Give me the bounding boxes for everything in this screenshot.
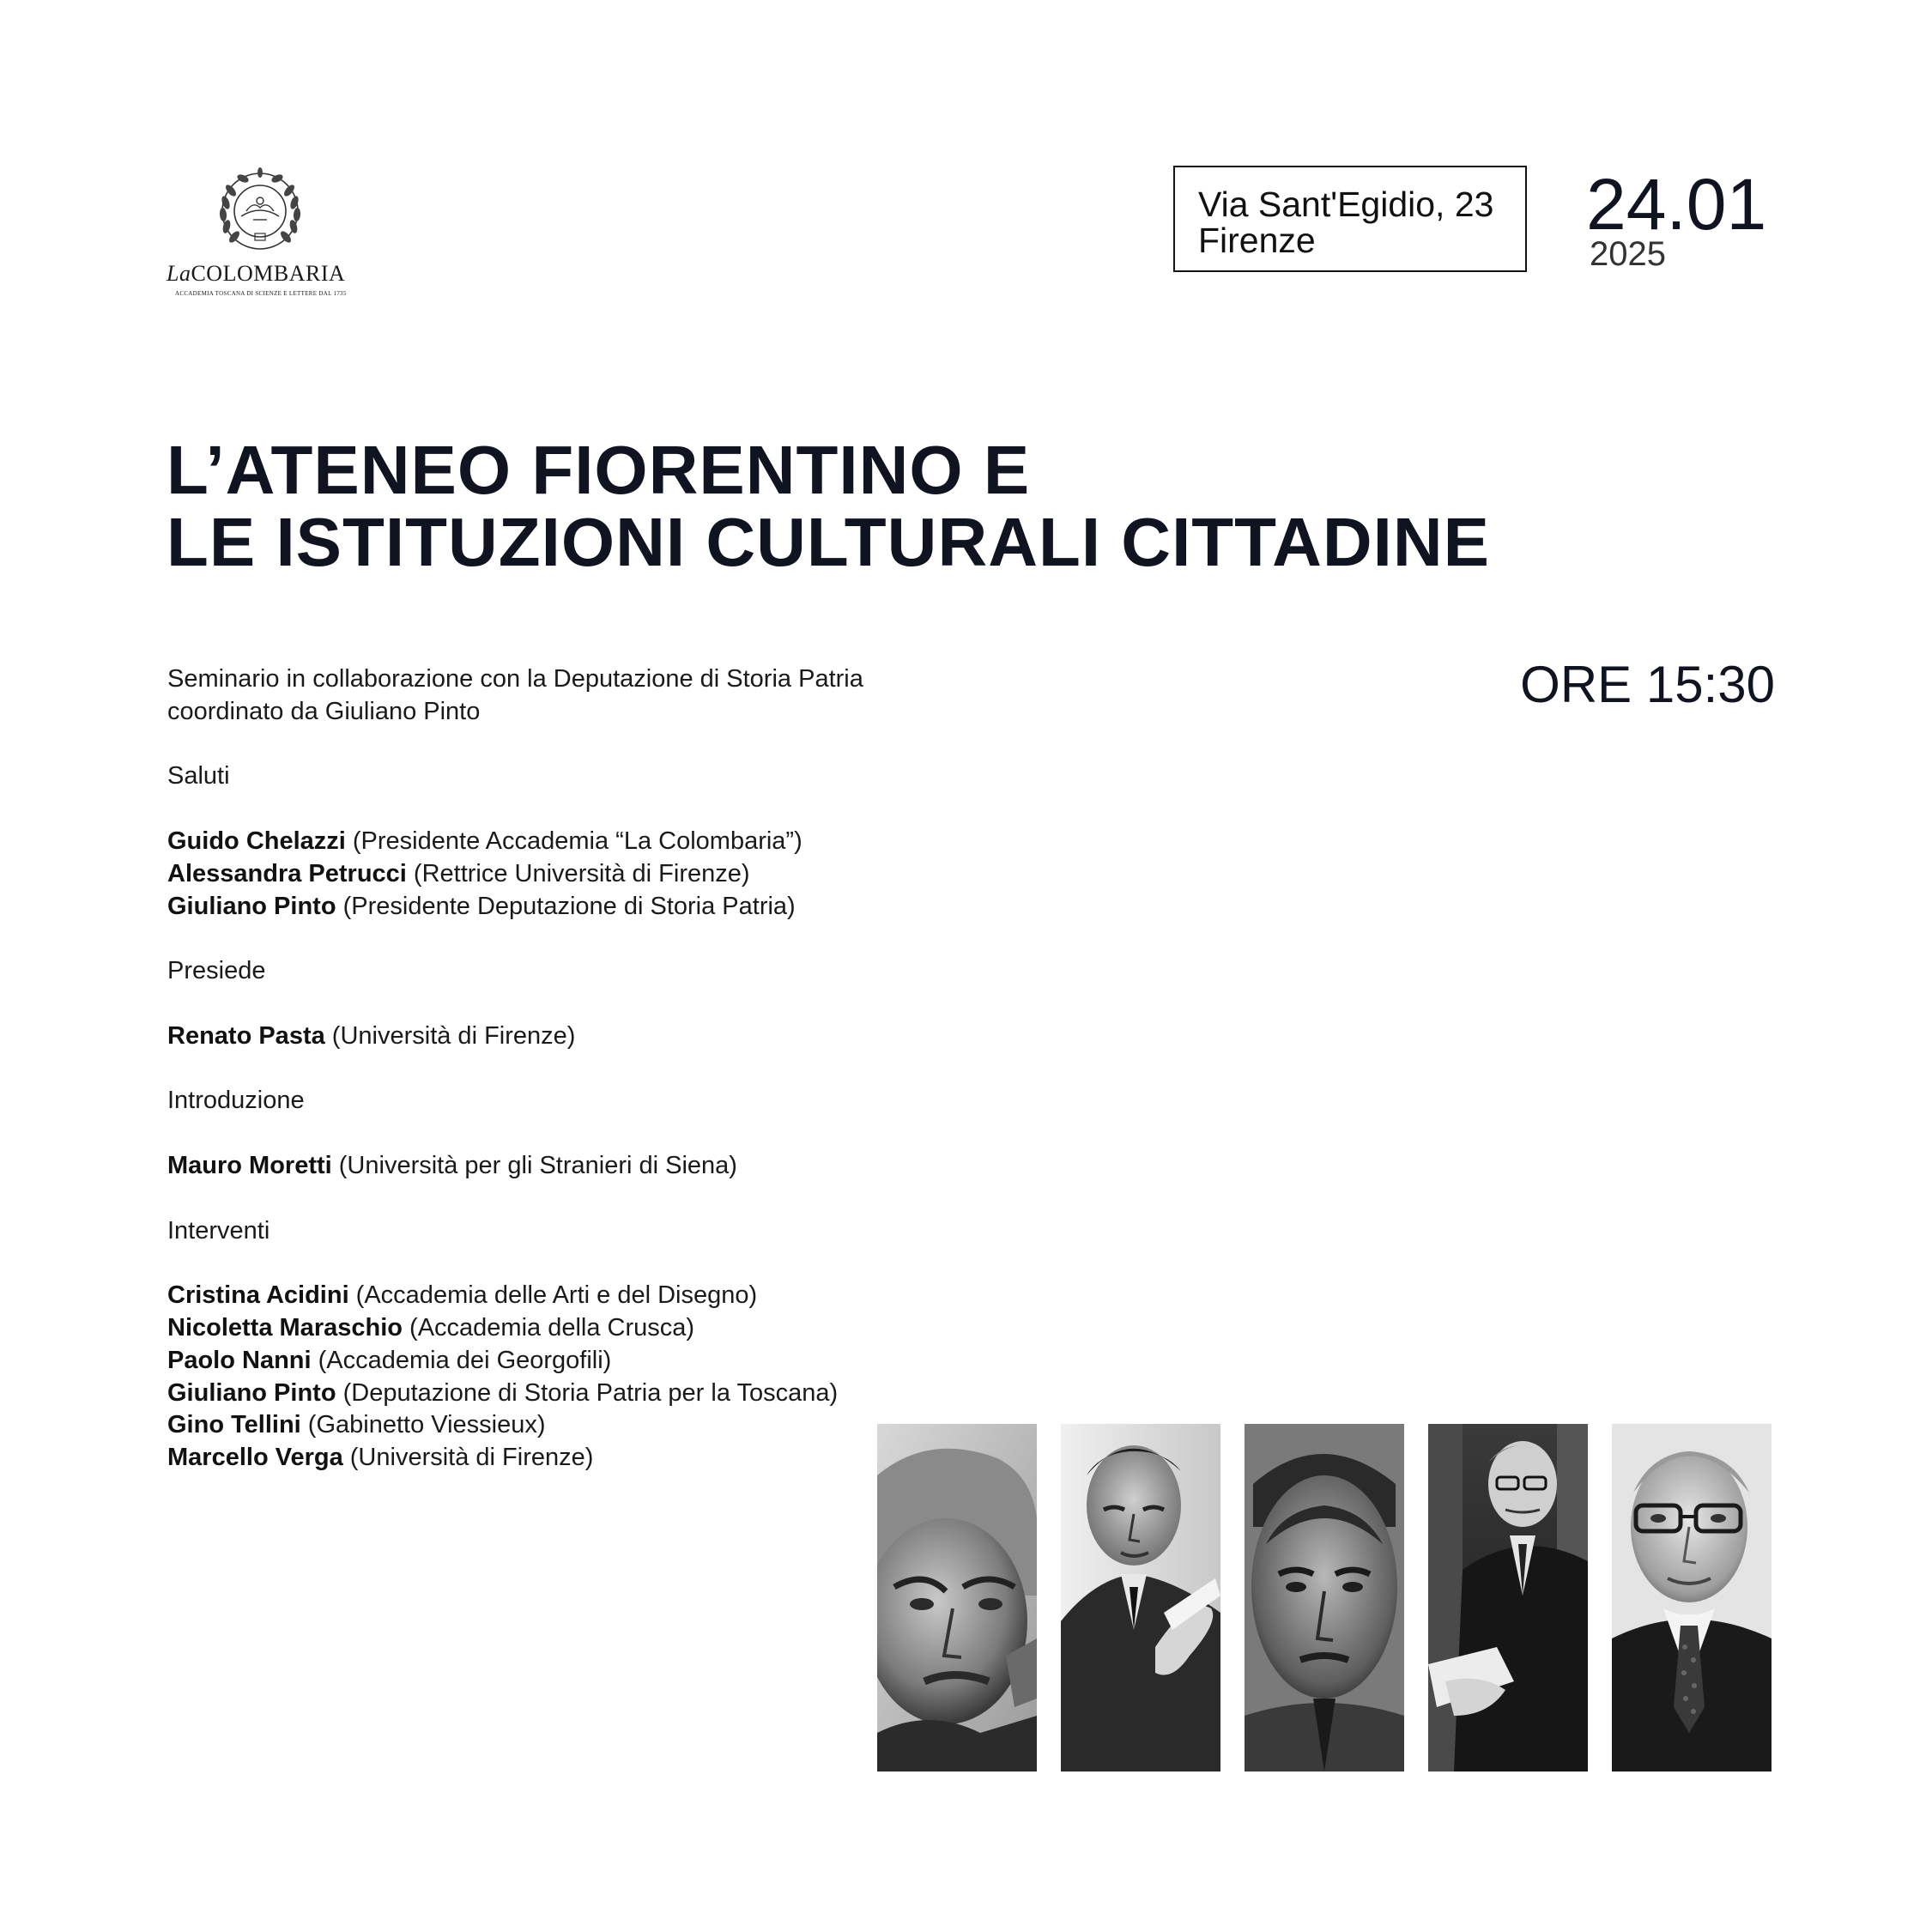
speaker-entry (167, 1345, 1026, 1378)
speaker-entry (167, 1312, 1026, 1345)
speaker-entry (167, 1280, 1026, 1312)
speaker-role: (Accademia delle Arti e del Disegno) (348, 1281, 758, 1310)
speaker-name: Mauro Moretti (167, 1151, 332, 1179)
event-title (167, 434, 1490, 578)
speaker-name: Alessandra Petrucci (167, 859, 407, 887)
speaker-role: (Università di Firenze) (324, 1021, 576, 1050)
speaker-role: (Deputazione di Storia Patria per la Toscana) (336, 1378, 839, 1407)
colombaria-logo (161, 160, 359, 297)
speaker-entry (167, 826, 1026, 858)
title-line-2: LE ISTITUZIONI CULTURALI CITTADINE (167, 504, 1491, 580)
section-heading-interventi: Interventi (167, 1216, 270, 1245)
section-heading-presiede: Presiede (167, 957, 266, 985)
speaker-name: Guido Chelazzi (167, 827, 346, 855)
address-city: Firenze (1198, 221, 1316, 260)
event-time: ORE 15:30 (1520, 656, 1775, 713)
portrait-photo-5 (1612, 1424, 1772, 1772)
portrait-photo-1 (877, 1424, 1037, 1772)
address-box (1173, 166, 1527, 272)
intro-line-2: coordinato da Giuliano Pinto (167, 697, 481, 725)
speaker-name: Nicoletta Maraschio (167, 1313, 403, 1341)
speaker-role: (Rettrice Università di Firenze) (406, 859, 750, 887)
logo-subtitle: ACCADEMIA TOSCANA DI SCIENZE E LETTERE DAL 1735 (175, 290, 347, 297)
speaker-role: (Università di Firenze) (342, 1444, 594, 1472)
event-date: 24.01 (1586, 164, 1767, 245)
speaker-role: (Accademia dei Georgofili) (311, 1346, 612, 1374)
intro-line-1: Seminario in collaborazione con la Deputazione di Storia Patria (167, 665, 863, 693)
program (167, 663, 1026, 1475)
speaker-entry (167, 1378, 1026, 1410)
portrait-photo-3 (1245, 1424, 1404, 1772)
speaker-role: (Presidente Deputazione di Storia Patria) (336, 892, 796, 920)
speaker-name: Giuliano Pinto (167, 1378, 336, 1407)
address-street: Via Sant'Egidio, 23 (1198, 185, 1494, 224)
speaker-name: Renato Pasta (167, 1021, 325, 1050)
speaker-role: (Gabinetto Viessieux) (300, 1411, 546, 1439)
title-line-1: L’ATENEO FIORENTINO E (167, 432, 1031, 508)
speaker-entry (167, 858, 1026, 891)
speaker-entry (167, 891, 1026, 924)
speaker-name: Gino Tellini (167, 1411, 301, 1439)
logo-wordmark: LaCOLOMBARIA (167, 261, 346, 286)
speaker-role: (Presidente Accademia “La Colombaria”) (345, 827, 802, 855)
speaker-entry (167, 1021, 1026, 1053)
section-heading-saluti: Saluti (167, 762, 230, 790)
speaker-name: Marcello Verga (167, 1444, 343, 1472)
speaker-role: (Accademia della Crusca) (402, 1313, 695, 1341)
speaker-name: Giuliano Pinto (167, 892, 336, 920)
speaker-name: Cristina Acidini (167, 1281, 349, 1310)
portrait-photo-4 (1428, 1424, 1588, 1772)
speaker-entry (167, 1150, 1026, 1183)
event-year: 2025 (1590, 235, 1666, 273)
speaker-name: Paolo Nanni (167, 1346, 312, 1374)
colombaria-emblem-icon (209, 160, 312, 263)
speaker-role: (Università per gli Stranieri di Siena) (331, 1151, 737, 1179)
section-heading-introduzione: Introduzione (167, 1087, 305, 1115)
portrait-photo-2 (1061, 1424, 1220, 1772)
